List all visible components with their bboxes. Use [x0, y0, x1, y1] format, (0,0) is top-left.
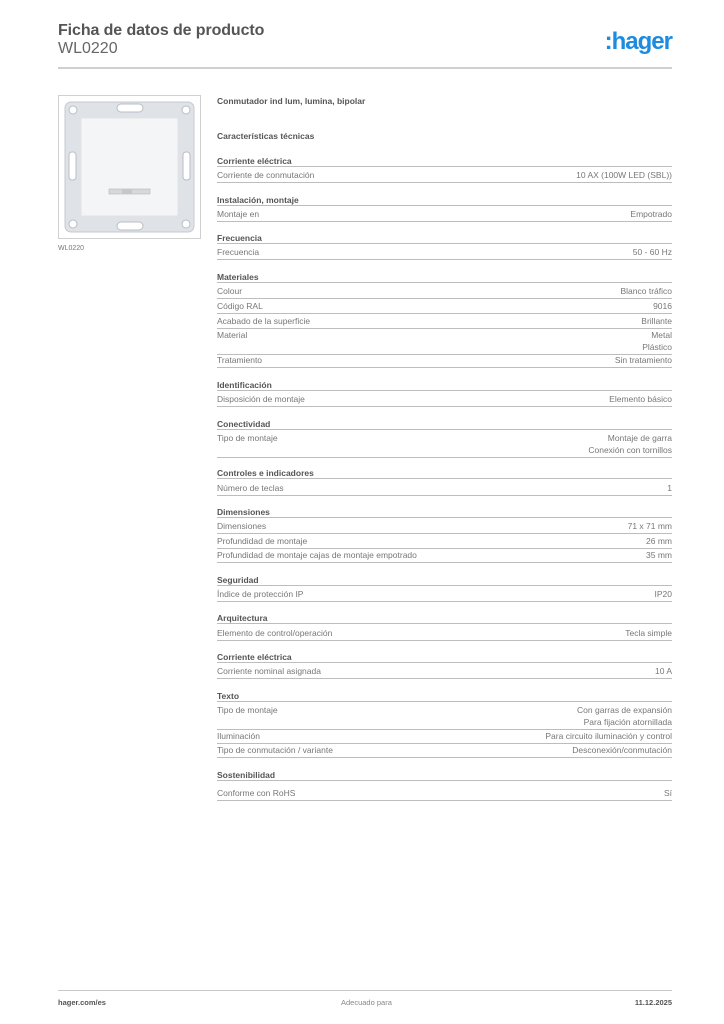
spec-label: Montaje en [217, 209, 260, 219]
spec-value-line2: Conexión con tornillos [588, 445, 672, 455]
switch-image-icon [59, 96, 200, 238]
footer-date: 11.12.2025 [634, 998, 672, 1007]
section-title: Conectividad [217, 418, 672, 430]
spec-row [217, 329, 672, 355]
spec-label: Elemento de control/operación [217, 628, 333, 638]
section-title: Controles e indicadores [217, 467, 672, 479]
spec-row [217, 704, 672, 730]
spec-label: Acabado de la superficie [217, 316, 311, 326]
spec-row [217, 208, 672, 222]
spec-value: 10 A [654, 666, 672, 676]
footer-divider [58, 990, 672, 991]
page-header [58, 22, 672, 70]
spec-value-line2: Para fijación atornillada [583, 717, 672, 727]
spec-row [217, 787, 672, 801]
header-divider [58, 67, 672, 69]
hager-logo: :hager [604, 28, 672, 55]
section-title: Arquitectura [217, 612, 672, 624]
spec-label: Tipo de conmutación / variante [217, 745, 333, 755]
product-image [58, 95, 201, 239]
spec-row [217, 627, 672, 641]
spec-label: Profundidad de montaje [217, 536, 308, 546]
spec-label: Disposición de montaje [217, 394, 305, 404]
section-title: Materiales [217, 271, 672, 283]
spec-row [217, 665, 672, 679]
spec-label: Número de teclas [217, 483, 284, 493]
specs-heading: Características técnicas [217, 131, 315, 141]
spec-label: Tipo de montaje [217, 705, 278, 715]
product-image-caption: WL0220 [58, 245, 85, 252]
spec-row [217, 520, 672, 534]
spec-label: Tratamiento [217, 355, 263, 365]
section-title: Texto [217, 690, 672, 702]
spec-row [217, 285, 672, 299]
spec-value: 9016 [653, 301, 672, 311]
section-title: Seguridad [217, 574, 672, 586]
spec-row [217, 246, 672, 260]
spec-value: Empotrado [630, 209, 672, 219]
spec-value: 10 AX (100W LED (SBL)) [576, 170, 672, 180]
spec-value: 1 [667, 483, 672, 493]
spec-value: Tecla simple [625, 628, 672, 638]
spec-value: Desconexión/conmutación [572, 745, 672, 755]
spec-value: 50 - 60 Hz [632, 247, 672, 257]
spec-row [217, 482, 672, 496]
spec-row [217, 744, 672, 758]
section-title: Sostenibilidad [217, 769, 672, 781]
spec-value: Blanco tráfico [620, 286, 672, 296]
spec-row [217, 535, 672, 549]
spec-label: Frecuencia [217, 247, 260, 257]
spec-value: Con garras de expansión [577, 705, 672, 715]
spec-label: Código RAL [217, 301, 263, 311]
spec-value: Elemento básico [609, 394, 672, 404]
section-title: Instalación, montaje [217, 194, 672, 206]
spec-label: Dimensiones [217, 521, 267, 531]
spec-value: IP20 [654, 589, 672, 599]
spec-row [217, 393, 672, 407]
spec-value: 26 mm [646, 536, 672, 546]
spec-value-line2: Plástico [642, 342, 672, 352]
section-title: Corriente eléctrica [217, 155, 672, 167]
spec-value: Montaje de garra [607, 433, 672, 443]
spec-label: Corriente de conmutación [217, 170, 315, 180]
section-title: Identificación [217, 379, 672, 391]
spec-label: Tipo de montaje [217, 433, 278, 443]
spec-label: Iluminación [217, 731, 260, 741]
product-name: Conmutador ind lum, lumina, bipolar [217, 96, 366, 106]
spec-label: Índice de protección IP [217, 589, 304, 599]
section-title: Dimensiones [217, 506, 672, 518]
spec-value: Metal [651, 330, 672, 340]
spec-label: Corriente nominal asignada [217, 666, 321, 676]
document-title: Ficha de datos de producto [58, 22, 265, 39]
section-title: Corriente eléctrica [217, 651, 672, 663]
footer-website-link[interactable]: hager.com/es [58, 998, 106, 1007]
spec-label: Material [217, 330, 248, 340]
spec-row [217, 588, 672, 602]
spec-row [217, 549, 672, 563]
product-reference: WL0220 [58, 40, 118, 57]
spec-row [217, 169, 672, 183]
footer-suitable-for: Adecuado para [341, 998, 392, 1007]
spec-value: 71 x 71 mm [627, 521, 672, 531]
spec-label: Colour [217, 286, 243, 296]
spec-value: Para circuito iluminación y control [545, 731, 672, 741]
spec-value: Brillante [641, 316, 672, 326]
spec-value: Sí [663, 788, 672, 798]
section-title: Frecuencia [217, 232, 672, 244]
spec-row [217, 354, 672, 368]
spec-value: 35 mm [646, 550, 672, 560]
spec-row [217, 300, 672, 314]
spec-value: Sin tratamiento [614, 355, 672, 365]
spec-label: Conforme con RoHS [217, 788, 296, 798]
spec-row [217, 730, 672, 744]
spec-row [217, 315, 672, 329]
spec-label: Profundidad de montaje cajas de montaje empotrado [217, 550, 417, 560]
spec-row [217, 432, 672, 458]
